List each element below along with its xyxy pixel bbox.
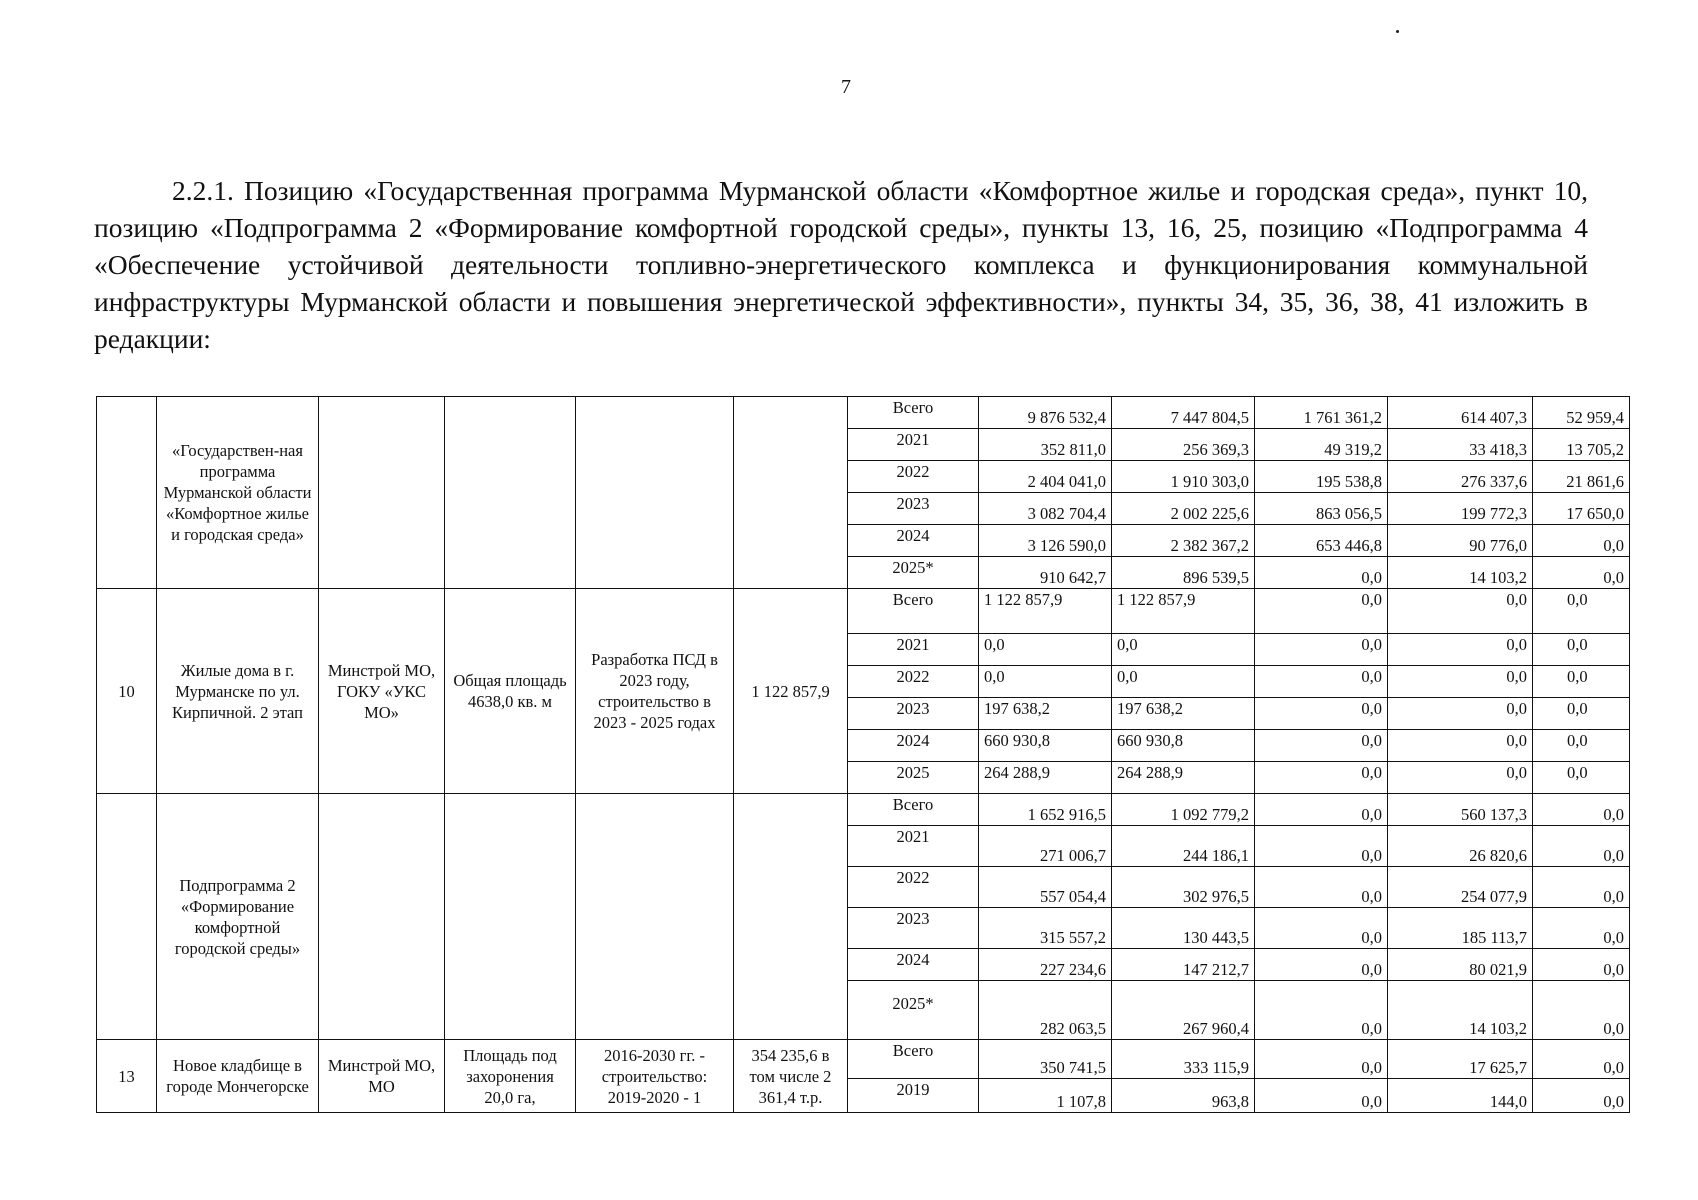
item-executor: Минстрой МО, ГОКУ «УКС МО»	[319, 589, 445, 794]
amendment-paragraph: 2.2.1. Позицию «Государственная программа Мурманской области «Комфортное жилье и городская среда», пункт 10, позицию «Подпрограмма 2 «Формирование комфортной городской среды», пункты 13, 16, 25, позицию «Подпрограмма 4 «Обеспечение устойчивой деятельности топливно-энергетического комплекса и функционирования коммунальной инфраструктуры Мурманской области и повышения энергетической эффективности», пункты 34, 35, 36, 38, 41 изложить в редакции:	[94, 175, 1588, 354]
value-cell: 0,0	[1255, 981, 1388, 1040]
year-cell: 2023	[848, 908, 979, 949]
item-number: 13	[97, 1040, 157, 1113]
value-cell: 254 077,9	[1388, 867, 1533, 908]
year-cell: 2021	[848, 429, 979, 461]
year-cell: 2024	[848, 730, 979, 762]
value-cell: 21 861,6	[1533, 461, 1630, 493]
item-number	[97, 397, 157, 589]
value-cell: 352 811,0	[979, 429, 1112, 461]
value-cell: 1 092 779,2	[1112, 794, 1255, 826]
value-cell: 0,0	[1388, 730, 1533, 762]
value-cell: 0,0	[1533, 634, 1630, 666]
item-name: Новое кладбище в городе Мончегорске	[157, 1040, 319, 1113]
value-cell: 614 407,3	[1388, 397, 1533, 429]
page-number: 7	[841, 76, 851, 98]
item-capacity: Общая площадь 4638,0 кв. м	[445, 589, 576, 794]
year-cell: Всего	[848, 589, 979, 634]
value-cell: 0,0	[1255, 867, 1388, 908]
value-cell: 0,0	[1388, 634, 1533, 666]
value-cell: 910 642,7	[979, 557, 1112, 589]
value-cell: 0,0	[1533, 666, 1630, 698]
value-cell: 185 113,7	[1388, 908, 1533, 949]
value-cell: 1 107,8	[979, 1079, 1112, 1113]
item-capacity	[445, 397, 576, 589]
value-cell: 963,8	[1112, 1079, 1255, 1113]
value-cell: 2 382 367,2	[1112, 525, 1255, 557]
value-cell: 0,0	[1533, 589, 1630, 634]
year-cell: Всего	[848, 794, 979, 826]
item-period: 2016-2030 гг. - строительство: 2019-2020 - 1	[576, 1040, 734, 1113]
item-cost: 1 122 857,9	[734, 589, 848, 794]
year-cell: 2024	[848, 949, 979, 981]
value-cell: 147 212,7	[1112, 949, 1255, 981]
value-cell: 0,0	[1388, 762, 1533, 794]
value-cell: 3 082 704,4	[979, 493, 1112, 525]
value-cell: 197 638,2	[1112, 698, 1255, 730]
value-cell: 0,0	[1255, 589, 1388, 634]
value-cell: 0,0	[979, 634, 1112, 666]
scan-speck	[1396, 30, 1399, 33]
table-row	[97, 397, 1630, 429]
value-cell: 49 319,2	[1255, 429, 1388, 461]
value-cell: 660 930,8	[1112, 730, 1255, 762]
value-cell: 271 006,7	[979, 826, 1112, 867]
value-cell: 199 772,3	[1388, 493, 1533, 525]
value-cell: 333 115,9	[1112, 1040, 1255, 1079]
value-cell: 197 638,2	[979, 698, 1112, 730]
year-cell: 2022	[848, 461, 979, 493]
value-cell: 1 761 361,2	[1255, 397, 1388, 429]
value-cell: 227 234,6	[979, 949, 1112, 981]
item-executor	[319, 397, 445, 589]
value-cell: 0,0	[1533, 794, 1630, 826]
year-cell: 2021	[848, 826, 979, 867]
item-name: Подпрограмма 2 «Формирование комфортной городской среды»	[157, 794, 319, 1040]
value-cell: 0,0	[1533, 1079, 1630, 1113]
year-cell: 2022	[848, 867, 979, 908]
item-number	[97, 794, 157, 1040]
value-cell: 0,0	[1533, 1040, 1630, 1079]
value-cell: 1 652 916,5	[979, 794, 1112, 826]
year-cell: 2022	[848, 666, 979, 698]
value-cell: 2 002 225,6	[1112, 493, 1255, 525]
item-capacity: Площадь под захоронения 20,0 га,	[445, 1040, 576, 1113]
value-cell: 90 776,0	[1388, 525, 1533, 557]
value-cell: 0,0	[1388, 666, 1533, 698]
value-cell: 3 126 590,0	[979, 525, 1112, 557]
item-capacity	[445, 794, 576, 1040]
value-cell: 0,0	[1255, 557, 1388, 589]
value-cell: 33 418,3	[1388, 429, 1533, 461]
value-cell: 267 960,4	[1112, 981, 1255, 1040]
value-cell: 244 186,1	[1112, 826, 1255, 867]
value-cell: 0,0	[1388, 698, 1533, 730]
value-cell: 0,0	[1533, 949, 1630, 981]
value-cell: 0,0	[1533, 908, 1630, 949]
value-cell: 52 959,4	[1533, 397, 1630, 429]
value-cell: 130 443,5	[1112, 908, 1255, 949]
year-cell: 2021	[848, 634, 979, 666]
value-cell: 195 538,8	[1255, 461, 1388, 493]
value-cell: 557 054,4	[979, 867, 1112, 908]
value-cell: 896 539,5	[1112, 557, 1255, 589]
value-cell: 0,0	[1255, 730, 1388, 762]
value-cell: 0,0	[1533, 557, 1630, 589]
year-cell: 2023	[848, 493, 979, 525]
year-cell: 2025	[848, 762, 979, 794]
value-cell: 9 876 532,4	[979, 397, 1112, 429]
value-cell: 0,0	[1255, 949, 1388, 981]
item-name: «Государствен-ная программа Мурманской области «Комфортное жилье и городская среда»	[157, 397, 319, 589]
value-cell: 276 337,6	[1388, 461, 1533, 493]
value-cell: 0,0	[1112, 666, 1255, 698]
item-name: Жилые дома в г. Мурманске по ул. Кирпичной. 2 этап	[157, 589, 319, 794]
value-cell: 0,0	[979, 666, 1112, 698]
item-executor: Минстрой МО, МО	[319, 1040, 445, 1113]
value-cell: 264 288,9	[979, 762, 1112, 794]
value-cell: 0,0	[1255, 794, 1388, 826]
value-cell: 0,0	[1388, 589, 1533, 634]
value-cell: 1 910 303,0	[1112, 461, 1255, 493]
value-cell: 0,0	[1255, 1079, 1388, 1113]
value-cell: 282 063,5	[979, 981, 1112, 1040]
value-cell: 2 404 041,0	[979, 461, 1112, 493]
value-cell: 13 705,2	[1533, 429, 1630, 461]
value-cell: 14 103,2	[1388, 557, 1533, 589]
value-cell: 17 625,7	[1388, 1040, 1533, 1079]
item-executor	[319, 794, 445, 1040]
year-cell: 2019	[848, 1079, 979, 1113]
value-cell: 0,0	[1255, 666, 1388, 698]
value-cell: 17 650,0	[1533, 493, 1630, 525]
value-cell: 0,0	[1255, 1040, 1388, 1079]
value-cell: 0,0	[1255, 634, 1388, 666]
value-cell: 0,0	[1533, 762, 1630, 794]
value-cell: 0,0	[1533, 730, 1630, 762]
table-row	[97, 1040, 1630, 1079]
value-cell: 1 122 857,9	[979, 589, 1112, 634]
value-cell: 0,0	[1533, 525, 1630, 557]
value-cell: 660 930,8	[979, 730, 1112, 762]
value-cell: 560 137,3	[1388, 794, 1533, 826]
year-cell: 2025*	[848, 981, 979, 1040]
value-cell: 653 446,8	[1255, 525, 1388, 557]
year-cell: 2025*	[848, 557, 979, 589]
value-cell: 0,0	[1533, 981, 1630, 1040]
value-cell: 0,0	[1255, 762, 1388, 794]
item-cost: 354 235,6 в том числе 2 361,4 т.р.	[734, 1040, 848, 1113]
value-cell: 0,0	[1255, 908, 1388, 949]
item-number: 10	[97, 589, 157, 794]
value-cell: 144,0	[1388, 1079, 1533, 1113]
item-period	[576, 397, 734, 589]
value-cell: 256 369,3	[1112, 429, 1255, 461]
value-cell: 302 976,5	[1112, 867, 1255, 908]
value-cell: 7 447 804,5	[1112, 397, 1255, 429]
table-row	[97, 794, 1630, 826]
year-cell: 2023	[848, 698, 979, 730]
year-cell: Всего	[848, 1040, 979, 1079]
table-row	[97, 589, 1630, 634]
value-cell: 0,0	[1533, 826, 1630, 867]
value-cell: 0,0	[1533, 867, 1630, 908]
value-cell: 863 056,5	[1255, 493, 1388, 525]
value-cell: 350 741,5	[979, 1040, 1112, 1079]
program-table	[96, 396, 1630, 1113]
value-cell: 315 557,2	[979, 908, 1112, 949]
value-cell: 264 288,9	[1112, 762, 1255, 794]
item-period: Разработка ПСД в 2023 году, строительство в 2023 - 2025 годах	[576, 589, 734, 794]
item-period	[576, 794, 734, 1040]
value-cell: 0,0	[1533, 698, 1630, 730]
year-cell: Всего	[848, 397, 979, 429]
value-cell: 26 820,6	[1388, 826, 1533, 867]
year-cell: 2024	[848, 525, 979, 557]
value-cell: 0,0	[1112, 634, 1255, 666]
value-cell: 14 103,2	[1388, 981, 1533, 1040]
value-cell: 0,0	[1255, 826, 1388, 867]
value-cell: 1 122 857,9	[1112, 589, 1255, 634]
item-cost	[734, 397, 848, 589]
value-cell: 0,0	[1255, 698, 1388, 730]
item-cost	[734, 794, 848, 1040]
value-cell: 80 021,9	[1388, 949, 1533, 981]
